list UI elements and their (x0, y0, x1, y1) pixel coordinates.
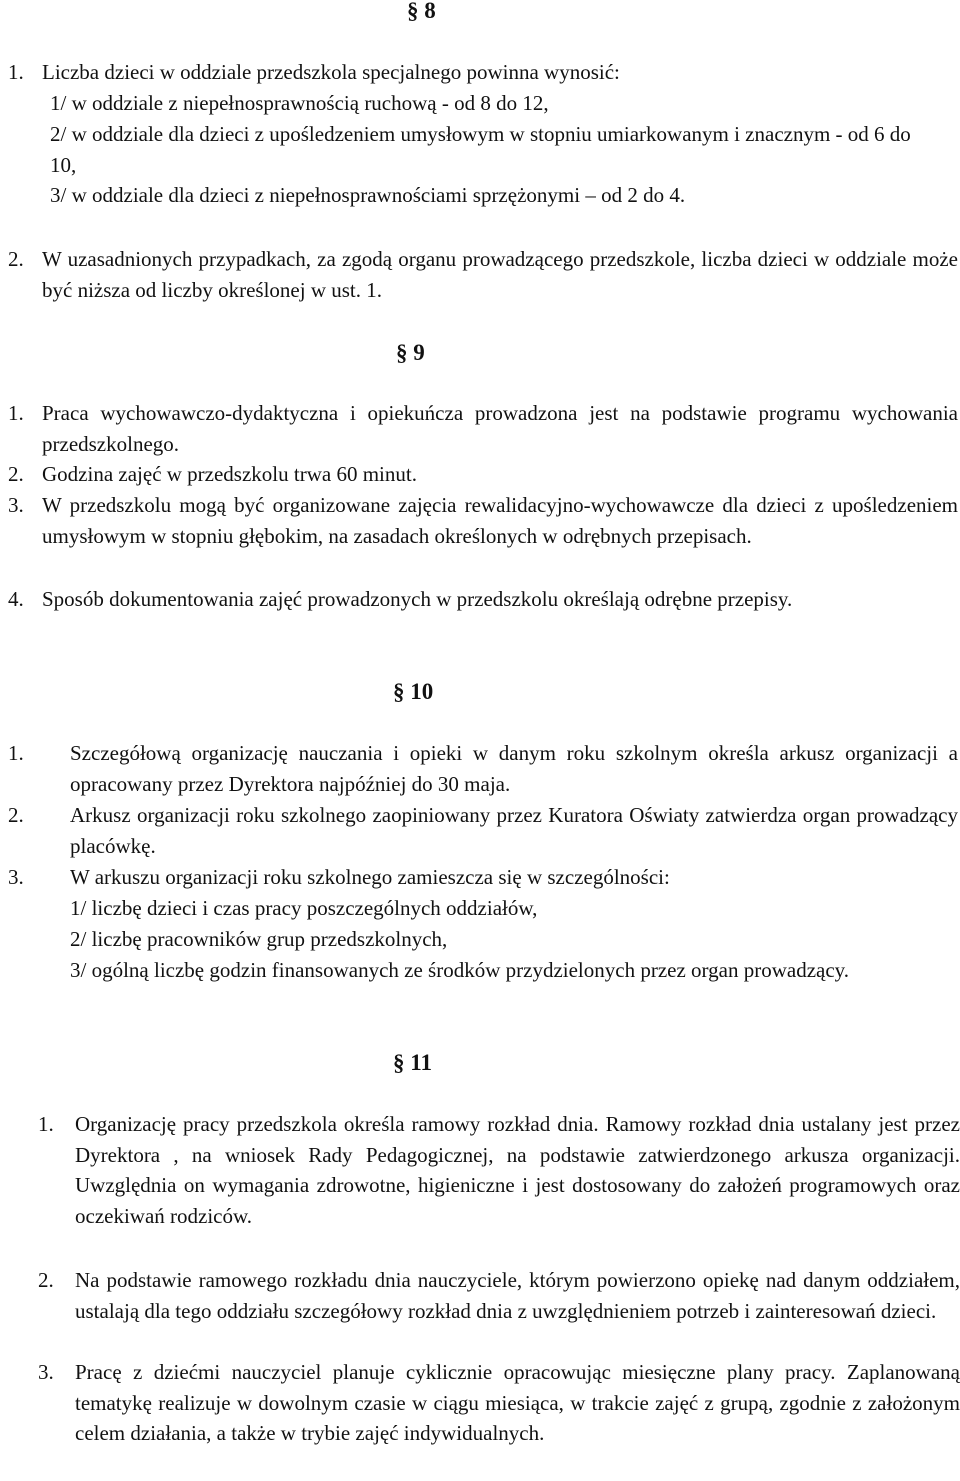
item-text: Godzina zajęć w przedszkolu trwa 60 minut. (42, 462, 417, 486)
item-text: Na podstawie ramowego rozkładu dnia nauczyciele, którym powierzono opiekę nad danym oddziałem, ustalają dla tego oddziału szczegółowy rozkład dnia z uwzględnieniem potrzeb i zainteresowań dzieci. (75, 1268, 960, 1323)
section-heading-8: § 8 (407, 0, 436, 23)
item-number: 2. (8, 803, 24, 827)
item-number: 2. (8, 247, 24, 271)
paragraph-9-3 (8, 490, 958, 551)
item-text: Organizację pracy przedszkola określa ramowy rozkład dnia. Ramowy rozkład dnia ustalany jest przez Dyrektora , na wniosek Rady Pedagogicznej, na podstawie zatwierdzonego arkusza organizacji. Uwzględnia on wymagania zdrowotne, higieniczne i jest dostosowany do założeń programowych oraz oczekiwań rodziców. (75, 1112, 960, 1228)
paragraph-8-1 (8, 57, 958, 88)
paragraph-11-2 (38, 1265, 960, 1326)
item-number: 3. (8, 493, 24, 517)
subitem-8-1-3 (50, 180, 930, 211)
section-heading-9: § 9 (396, 340, 425, 365)
item-number: 1. (38, 1112, 54, 1136)
item-text: W uzasadnionych przypadkach, za zgodą organu prowadzącego przedszkole, liczba dzieci w oddziale może być niższa od liczby określonej w ust. 1. (42, 247, 958, 302)
subitem-text: 2/ liczbę pracowników grup przedszkolnych, (70, 927, 448, 951)
subitem-text: 3/ ogólną liczbę godzin finansowanych ze środków przydzielonych przez organ prowadzący. (70, 958, 850, 982)
item-number: 2. (8, 462, 24, 486)
subitem-text: 3/ w oddziale dla dzieci z niepełnosprawnościami sprzężonymi – od 2 do 4. (50, 183, 686, 207)
paragraph-9-4 (8, 584, 958, 615)
item-text: Sposób dokumentowania zajęć prowadzonych w przedszkolu określają odrębne przepisy. (42, 587, 793, 611)
subitem-10-3-2 (70, 924, 940, 955)
subitem-text: 1/ w oddziale z niepełnosprawnością ruchową - od 8 do 12, (50, 91, 549, 115)
paragraph-8-2 (8, 244, 958, 305)
paragraph-10-2 (8, 800, 958, 861)
section-heading-10: § 10 (393, 679, 434, 704)
item-text: W arkuszu organizacji roku szkolnego zamieszcza się w szczególności: (70, 865, 670, 889)
item-number: 1. (8, 741, 24, 765)
item-text: Pracę z dziećmi nauczyciel planuje cyklicznie opracowując miesięczne plany pracy. Zaplanowaną tematykę realizuje w dowolnym czasie w ciągu miesiąca, w trakcie zajęć z grupą, zgodnie z założonym celem działania, a także w trybie zajęć indywidualnych. (75, 1360, 960, 1446)
subitem-8-1-2 (50, 119, 940, 180)
item-text: W przedszkolu mogą być organizowane zajęcia rewalidacyjno-wychowawcze dla dzieci z upośledzeniem umysłowym w stopniu głębokim, na zasadach określonych w odrębnych przepisach. (42, 493, 958, 548)
item-number: 1. (8, 401, 24, 425)
paragraph-11-3 (38, 1357, 960, 1449)
item-number: 3. (8, 865, 24, 889)
subitem-10-3-3 (70, 955, 960, 986)
item-text: Praca wychowawczo-dydaktyczna i opiekuńcza prowadzona jest na podstawie programu wychowania przedszkolnego. (42, 401, 958, 456)
paragraph-9-1 (8, 398, 958, 459)
subitem-text: 2/ w oddziale dla dzieci z upośledzeniem umysłowym w stopniu umiarkowanym i znacznym - od 6 do 10, (50, 122, 911, 177)
paragraph-10-1 (8, 738, 958, 799)
section-heading-11: § 11 (393, 1050, 432, 1075)
item-number: 2. (38, 1268, 54, 1292)
subitem-text: 1/ liczbę dzieci i czas pracy poszczególnych oddziałów, (70, 896, 538, 920)
item-number: 4. (8, 587, 24, 611)
paragraph-9-2 (8, 459, 958, 490)
paragraph-11-1 (38, 1109, 960, 1231)
subitem-8-1-1 (50, 88, 930, 119)
item-number: 3. (38, 1360, 54, 1384)
item-text: Liczba dzieci w oddziale przedszkola specjalnego powinna wynosić: (42, 60, 620, 84)
item-text: Arkusz organizacji roku szkolnego zaopiniowany przez Kuratora Oświaty zatwierdza organ prowadzący placówkę. (70, 803, 958, 858)
item-number: 1. (8, 60, 24, 84)
paragraph-10-3 (8, 862, 958, 893)
item-text: Szczegółową organizację nauczania i opieki w danym roku szkolnym określa arkusz organizacji a opracowany przez Dyrektora najpóźniej do 30 maja. (70, 741, 958, 796)
subitem-10-3-1 (70, 893, 940, 924)
